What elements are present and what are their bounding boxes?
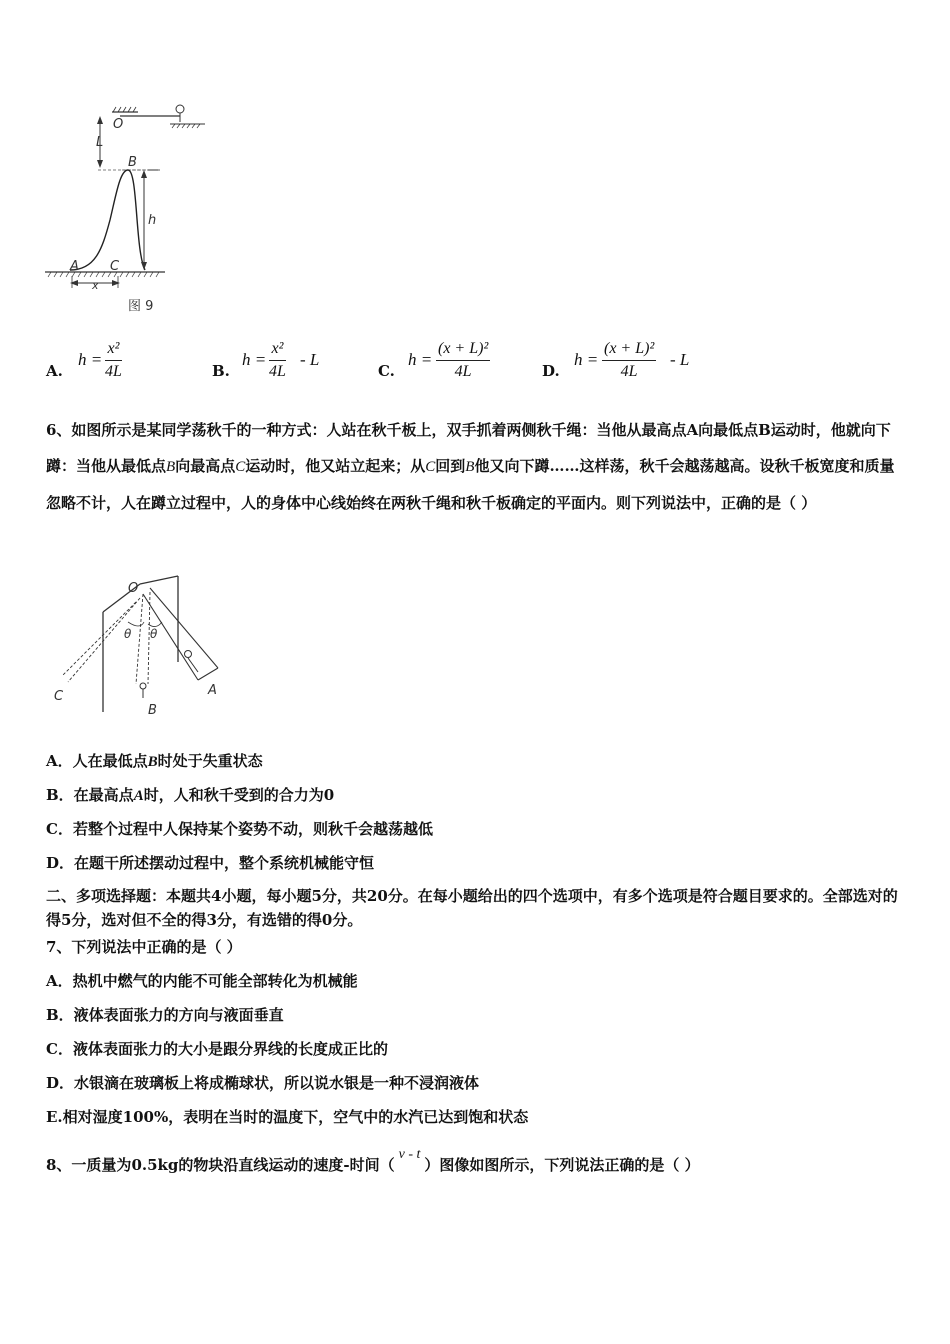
q5-option-c-lhs: h = [408,350,433,369]
fig9-label-o: O [113,117,124,132]
fig9-label-b: B [128,155,137,170]
q6-option-b-suffix: 时，人和秋千受到的合力为0 [143,786,335,804]
q6-option-b[interactable] [46,784,334,805]
q7-option-e[interactable]: E.相对湿度100%，表明在当时的温度下，空气中的水汽已达到饱和状态 [46,1108,529,1126]
section-2-heading: 二、多项选择题：本题共4小题，每小题5分，共20分。在每小题给出的四个选项中，有多个选项是符合题目要求的。全部选对的得5分，选对但不全的得3分，有选错的得0分。 [46,887,898,929]
q5-option-a-den: 4L [105,363,122,380]
q6-option-a-suffix: 时处于失重状态 [157,752,263,770]
q7-stem: 7、下列说法中正确的是（ ） [46,938,242,956]
q5-option-d-den: 4L [620,363,638,380]
q6-option-a[interactable] [46,750,263,771]
q6-stem-part: 他又向下蹲……这样荡，秋千会越荡越高。设秋千板宽度和质量忽略不计，人在蹲立过程中，人的身体中心线始终在两秋千绳和秋千板确定的平面内。则下列说法中，正确的是（ ） [46,457,895,512]
q5-option-d-fraction [602,340,656,381]
q5-option-a-num: x² [105,340,122,361]
fig9-label-c: C [110,259,120,274]
q5-option-d-label[interactable]: D. [542,362,560,380]
q8-stem [46,1147,700,1175]
q5-option-b-fraction [269,340,286,381]
q7-option-a[interactable]: A．热机中燃气的内能不可能全部转化为机械能 [46,972,358,990]
q6-stem-part: 运动时，他又站立起来；从 [245,457,426,475]
q6-stem-point-b: B [465,459,475,475]
q7-option-d[interactable]: D．水银滴在玻璃板上将成椭球状，所以说水银是一种不浸润液体 [46,1074,480,1092]
swing-figure [48,572,238,722]
q8-stem-before: 8、一质量为0.5kg的物块沿直线运动的速度-时间（ [46,1156,395,1174]
q8-stem-after: ）图像如图所示，下列说法正确的是（ ） [424,1156,700,1174]
q5-option-a-lhs: h = [78,350,103,369]
q5-option-a-label[interactable]: A. [46,362,63,380]
q6-option-a-text: A．人在最低点 [46,752,148,770]
q5-option-b-label[interactable]: B. [212,362,230,380]
q6-stem-point-b: B [166,459,176,475]
q5-option-c-num: (x + L)² [436,340,490,361]
fig9-label-h: h [148,213,157,228]
q6-option-b-text: B．在最高点 [46,786,134,804]
q7-option-b[interactable]: B．液体表面张力的方向与液面垂直 [46,1006,284,1024]
q6-stem-part: 6、如图所示是某同学荡秋千的一种方式：人站在秋千板上，双手抓着两侧秋千绳：当他从最高点A向最低点B运动时，他就向下蹲：当他从最低点 [46,421,891,475]
swing-label-a: A [208,683,217,698]
q5-option-d-lhs: h = [574,350,599,369]
fig9-caption: 图 9 [128,299,154,314]
q6-stem-part: 向最高点 [175,457,236,475]
q6-stem-part: 回到 [435,457,466,475]
q5-option-b-lhs: h = [242,350,267,369]
q6-option-b-point: A [133,788,144,804]
figure-9 [40,100,230,315]
q6-stem-point-c: C [425,459,436,475]
q6-option-a-point: B [147,754,158,770]
q5-option-d-num: (x + L)² [602,340,656,361]
fig9-label-x: x [92,279,99,292]
q5-option-c-fraction [436,340,490,381]
swing-label-b: B [148,703,157,718]
fig9-label-a: A [70,259,79,274]
q6-option-c[interactable] [46,818,433,839]
q5-option-b-tail: - L [300,350,320,369]
q6-option-d-text: D．在题干所述摆动过程中，整个系统机械能守恒 [46,854,375,872]
swing-label-theta-left: θ [124,627,132,641]
swing-label-c: C [54,689,64,704]
fig9-label-l: L [96,135,104,150]
q5-option-c-label[interactable]: C. [378,362,395,380]
q5-option-a-fraction [105,340,122,381]
q6-stem-point-c: C [235,459,246,475]
q6-stem [46,412,908,521]
q6-option-c-text: C．若整个过程中人保持某个姿势不动，则秋千会越荡越低 [46,820,433,838]
q7-option-c[interactable]: C．液体表面张力的大小是跟分界线的长度成正比的 [46,1040,388,1058]
q6-option-d[interactable] [46,852,374,873]
q5-option-d-tail: - L [670,350,690,369]
q5-option-c-den: 4L [454,363,472,380]
swing-label-o: O [128,581,139,596]
q5-option-b-num: x² [269,340,286,361]
q5-option-b-den: 4L [269,363,286,380]
q8-vt-symbol: v - t [398,1147,421,1162]
swing-label-theta-right: θ [150,627,158,641]
